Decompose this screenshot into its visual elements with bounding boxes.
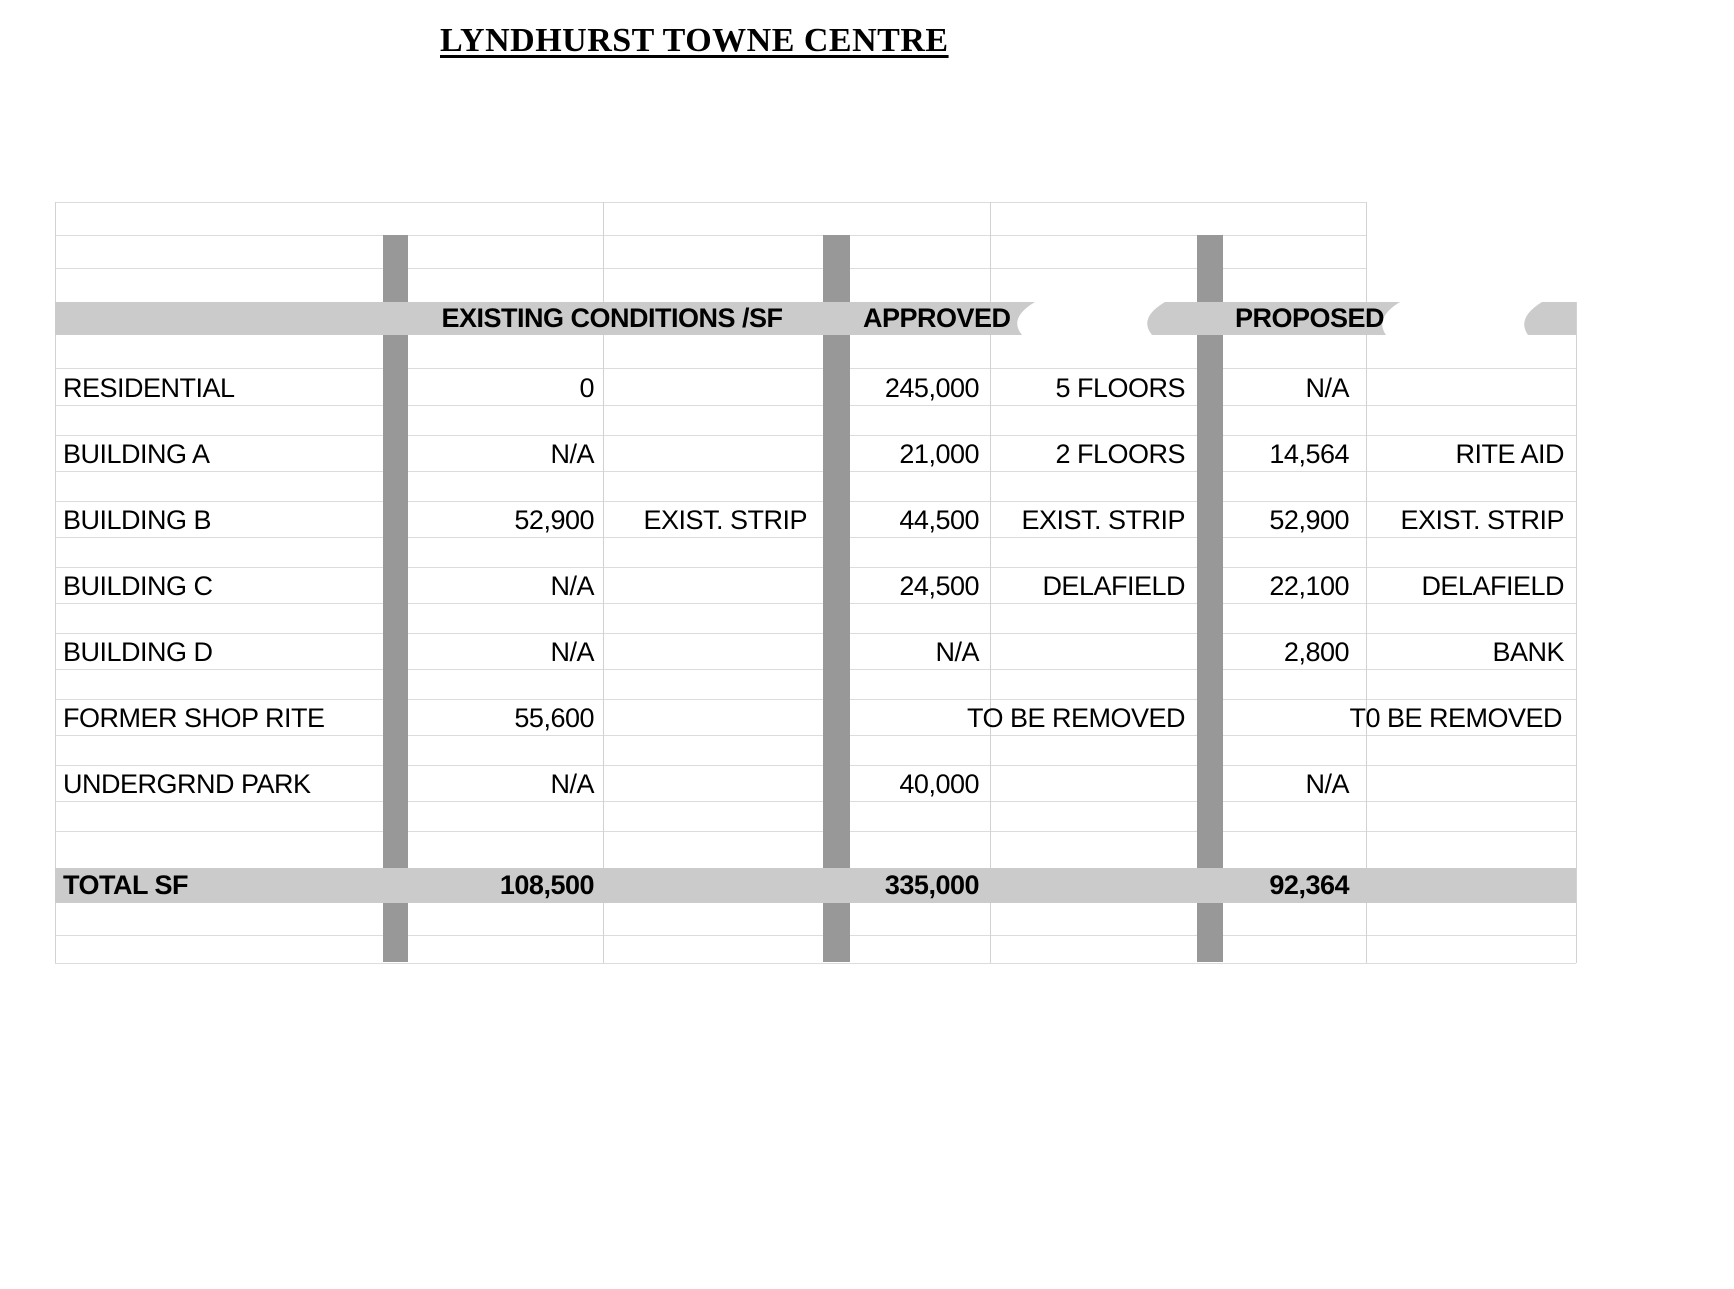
approved-value-cell: 21,000 <box>899 439 979 469</box>
header-band-fragment <box>1524 302 1576 335</box>
row-label: BUILDING B <box>63 505 212 535</box>
total-label: TOTAL SF <box>63 870 189 900</box>
gridline <box>55 633 1576 634</box>
column-header-proposed: PROPOSED <box>1235 303 1385 333</box>
proposed-note-cell: BANK <box>1492 637 1564 667</box>
proposed-value-cell: 14,564 <box>1269 439 1349 469</box>
approved-value-cell: 245,000 <box>884 373 979 403</box>
total-row <box>0 868 1734 903</box>
existing-note-cell <box>615 635 807 670</box>
gridline <box>55 235 1366 236</box>
approved-value-cell: 24,500 <box>899 571 979 601</box>
gridline <box>1366 903 1367 963</box>
gridline <box>55 765 1576 766</box>
proposed-span-cell: T0 BE REMOVED <box>1349 703 1562 733</box>
gridline <box>990 903 991 963</box>
gridline <box>55 501 1576 502</box>
total-proposed-cell: 92,364 <box>1269 870 1349 900</box>
proposed-value-cell: 22,100 <box>1269 571 1349 601</box>
existing-note-cell: EXIST. STRIP <box>643 505 807 535</box>
approved-note-cell: DELAFIELD <box>1042 571 1185 601</box>
proposed-value-cell: N/A <box>1305 373 1349 403</box>
row-label: UNDERGRND PARK <box>63 769 311 799</box>
existing-note-cell <box>615 767 807 802</box>
gridline <box>55 435 1576 436</box>
gridline <box>55 268 1366 269</box>
row-label: FORMER SHOP RITE <box>63 703 325 733</box>
gridline <box>55 831 1576 832</box>
row-label: BUILDING D <box>63 637 213 667</box>
proposed-note-cell: EXIST. STRIP <box>1400 505 1564 535</box>
row-label: BUILDING A <box>63 439 210 469</box>
gridline <box>55 699 1576 700</box>
separator-bar <box>823 903 850 962</box>
page-title: LYNDHURST TOWNE CENTRE <box>440 22 949 59</box>
existing-value-cell: 0 <box>579 373 594 403</box>
proposed-note-cell <box>1380 371 1564 406</box>
approved-note-cell <box>1000 767 1185 802</box>
existing-note-cell <box>615 371 807 406</box>
proposed-note-cell <box>1380 767 1564 802</box>
approved-value-cell: 44,500 <box>899 505 979 535</box>
existing-value-cell: N/A <box>550 637 594 667</box>
existing-value-cell: 52,900 <box>514 505 594 535</box>
column-header-existing: EXISTING CONDITIONS /SF <box>441 303 783 333</box>
existing-note-cell <box>615 569 807 604</box>
row-label: RESIDENTIAL <box>63 373 235 403</box>
row-label: BUILDING C <box>63 571 213 601</box>
separator-bar <box>383 903 408 962</box>
gridline <box>55 368 1576 369</box>
table-row <box>0 569 1734 604</box>
existing-value-cell: 55,600 <box>514 703 594 733</box>
table-row <box>0 437 1734 472</box>
existing-note-cell <box>615 437 807 472</box>
proposed-value-cell: 52,900 <box>1269 505 1349 535</box>
approved-span-cell: TO BE REMOVED <box>966 703 1185 733</box>
gridline <box>55 567 1576 568</box>
table-row <box>0 371 1734 406</box>
total-approved-cell: 335,000 <box>884 870 979 900</box>
table-row <box>0 635 1734 670</box>
proposed-value-cell: N/A <box>1305 769 1349 799</box>
existing-value-cell: N/A <box>550 769 594 799</box>
gridline <box>55 935 1576 936</box>
approved-note-cell: 5 FLOORS <box>1055 373 1185 403</box>
proposed-note-cell: DELAFIELD <box>1421 571 1564 601</box>
column-header-approved: APPROVED <box>863 303 1011 333</box>
gridline <box>55 963 1576 964</box>
gridline <box>55 202 1366 203</box>
approved-note-cell: 2 FLOORS <box>1055 439 1185 469</box>
proposed-note-cell: RITE AID <box>1455 439 1564 469</box>
approved-value-cell: 40,000 <box>899 769 979 799</box>
table-row <box>0 701 1734 736</box>
existing-value-cell: N/A <box>550 439 594 469</box>
approved-value-cell: N/A <box>935 637 979 667</box>
approved-note-cell <box>1000 635 1185 670</box>
table-row <box>0 503 1734 538</box>
approved-note-cell: EXIST. STRIP <box>1021 505 1185 535</box>
total-existing-cell: 108,500 <box>499 870 594 900</box>
existing-value-cell: N/A <box>550 571 594 601</box>
gridline <box>603 903 604 963</box>
separator-bar <box>1197 903 1223 962</box>
proposed-value-cell: 2,800 <box>1283 637 1349 667</box>
table-row <box>0 767 1734 802</box>
